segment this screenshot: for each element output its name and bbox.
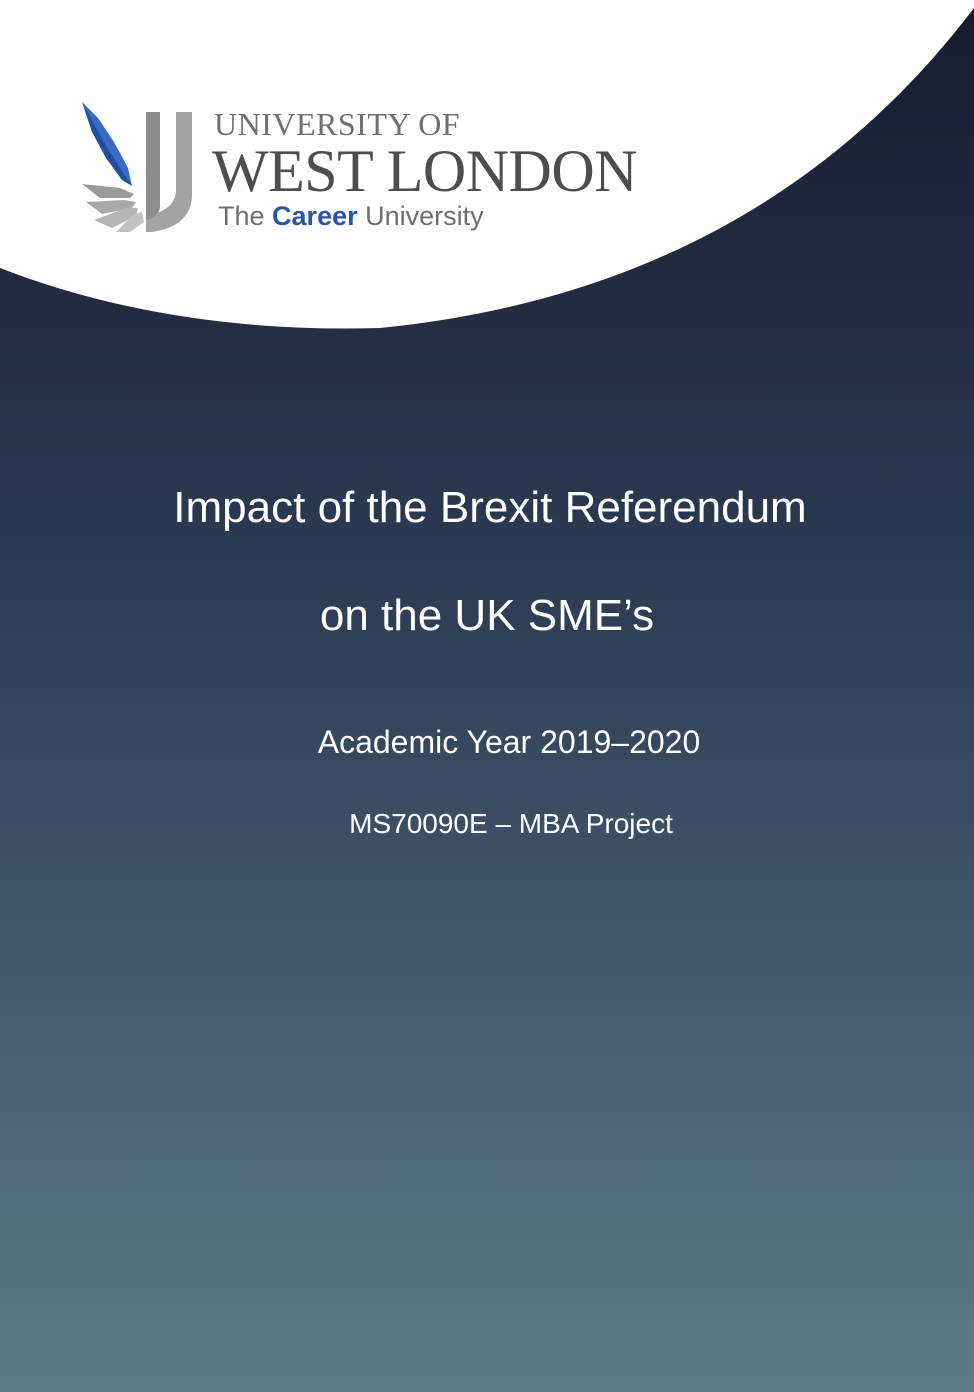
logo-tagline-prefix: The [218, 201, 265, 231]
logo-tagline [218, 200, 484, 232]
uwl-wing-shield-icon [80, 98, 198, 232]
logo-tagline-accent: Career [272, 201, 358, 231]
logo-university-of: UNIVERSITY OF [214, 106, 461, 142]
logo-west-london: WEST LONDON [212, 138, 638, 204]
document-title-line-2: on the UK SME’s [319, 591, 655, 640]
module-code: MS70090E – MBA Project [349, 808, 673, 839]
academic-year: Academic Year 2019–2020 [317, 724, 701, 760]
logo-tagline-suffix: University [365, 201, 484, 231]
university-logo [80, 98, 660, 238]
document-title-line-1: Impact of the Brexit Referendum [173, 483, 807, 532]
